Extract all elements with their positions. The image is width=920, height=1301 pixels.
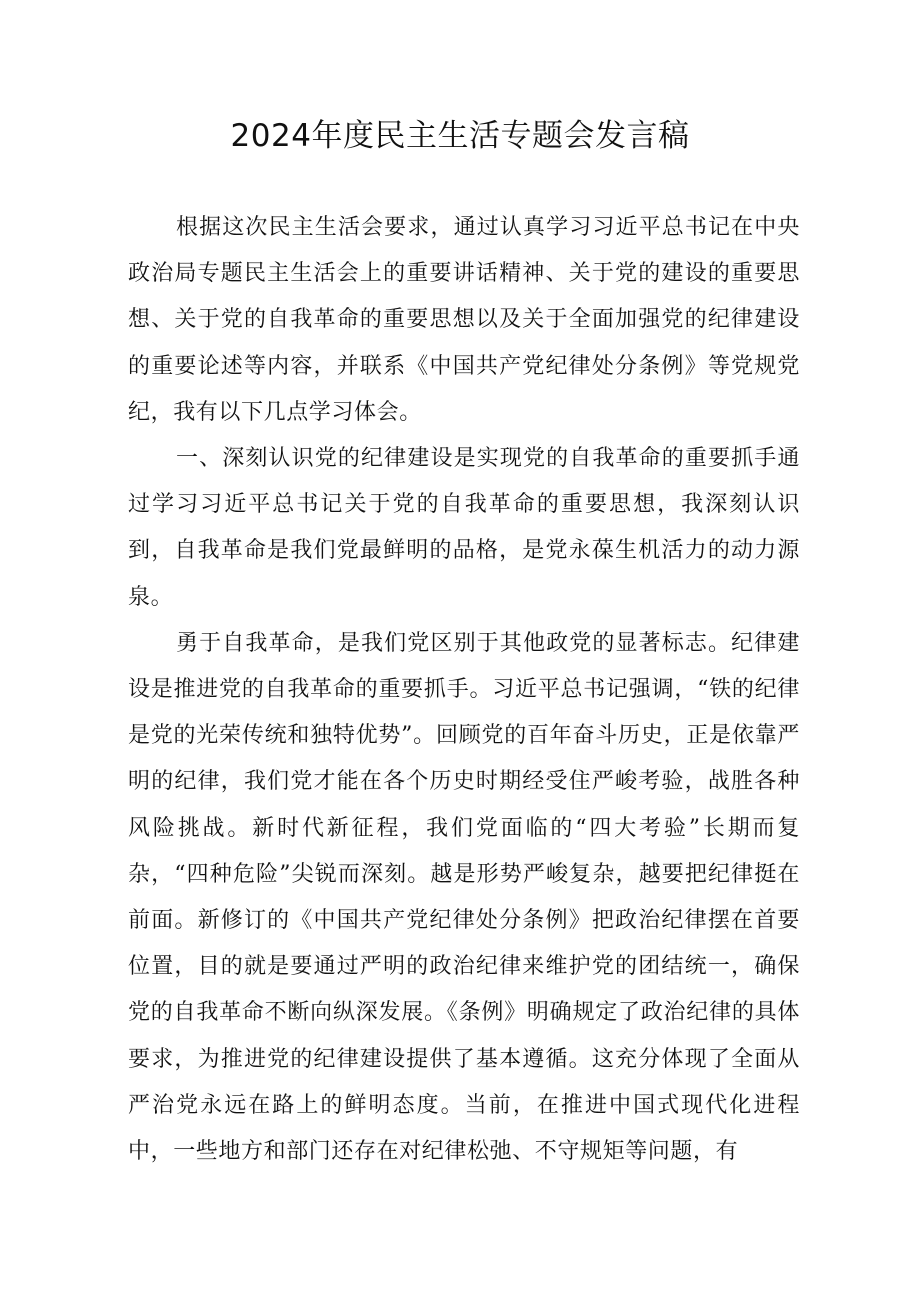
document-body (128, 205, 800, 1175)
paragraph-discipline: 勇于自我革命，是我们党区别于其他政党的显著标志。纪律建设是推进党的自我革命的重要抓手。习近平总书记强调，“铁的纪律是党的光荣传统和独特优势”。回顾党的百年奋斗历史，正是依靠严明的纪律，我们党才能在各个历史时期经受住严峻考验，战胜各种风险挑战。新时代新征程，我们党面临的“四大考验”长期而复杂，“四种危险”尖锐而深刻。越是形势严峻复杂，越要把纪律挺在前面。新修订的《中国共产党纪律处分条例》把政治纪律摆在首要位置，目的就是要通过严明的政治纪律来维护党的团结统一，确保党的自我革命不断向纵深发展。《条例》明确规定了政治纪律的具体要求，为推进党的纪律建设提供了基本遵循。这充分体现了全面从严治党永远在路上的鲜明态度。当前，在推进中国式现代化进程中，一些地方和部门还存在对纪律松弛、不守规矩等问题，有 (128, 630, 800, 1165)
page-title: 2024年度民主生活专题会发言稿 (230, 118, 690, 154)
paragraph-section-one: 一、深刻认识党的纪律建设是实现党的自我革命的重要抓手通过学习习近平总书记关于党的自我革命的重要思想，我深刻认识到，自我革命是我们党最鲜明的品格，是党永葆生机活力的动力源泉。 (128, 446, 800, 610)
paragraph-intro: 根据这次民主生活会要求，通过认真学习习近平总书记在中央政治局专题民主生活会上的重要讲话精神、关于党的建设的重要思想、关于党的自我革命的重要思想以及关于全面加强党的纪律建设的重要论述等内容，并联系《中国共产党纪律处分条例》等党规党纪，我有以下几点学习体会。 (128, 215, 800, 425)
